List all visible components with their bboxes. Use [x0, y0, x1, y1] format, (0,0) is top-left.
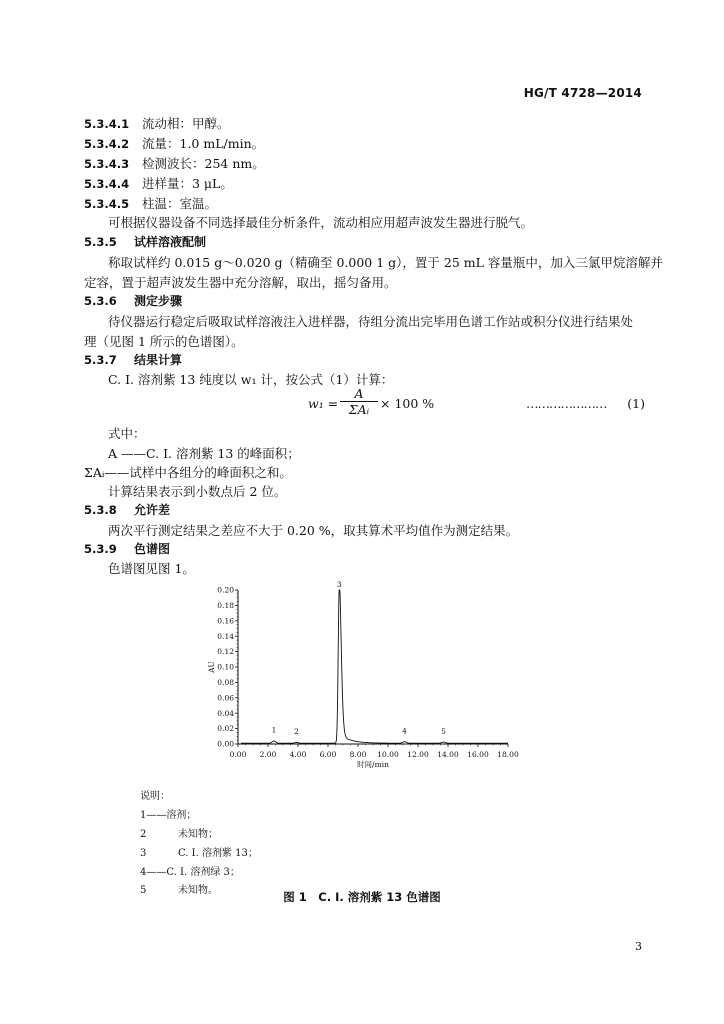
y-tick-label: 0.04 — [217, 708, 234, 718]
formula-denominator: ΣAᵢ — [348, 402, 370, 417]
legend-text: 未知物。 — [178, 885, 218, 896]
x-tick-label: 0.00 — [229, 750, 247, 759]
y-tick-label: 0.16 — [217, 616, 234, 626]
section-title: 测定步骤 — [134, 294, 183, 308]
clause-number: 5.3.4.1 — [84, 117, 130, 131]
clause-number: 5.3.4.5 — [84, 197, 130, 211]
heading-5-3-9 — [84, 540, 170, 557]
y-tick-label: 0.06 — [217, 693, 234, 703]
purity-formula — [300, 388, 645, 420]
section-number: 5.3.7 — [84, 353, 117, 367]
legend-item-2 — [140, 825, 218, 840]
peak-label: 5 — [441, 726, 446, 736]
section-number: 5.3.9 — [84, 542, 117, 556]
figure-caption: 图 1 C. I. 溶剂紫 13 色谱图 — [283, 890, 441, 904]
x-tick-label: 16.00 — [467, 750, 489, 759]
paragraph-line: 待仪器运行稳定后吸取试样溶液注入进样器，待组分流出完毕用色谱工作站或积分仪进行结果处 — [108, 314, 634, 329]
section-number: 5.3.8 — [84, 503, 117, 517]
clause-number: 5.3.4.2 — [84, 137, 130, 151]
x-tick-label: 8.00 — [349, 750, 367, 759]
heading-5-3-5 — [84, 233, 206, 250]
clause-5-3-4-3 — [84, 154, 265, 172]
y-tick-label: 0.12 — [217, 647, 234, 657]
legend-item-4 — [140, 863, 240, 878]
clause-text: 进样量：3 μL。 — [142, 176, 233, 191]
chromatogram-chart — [200, 578, 530, 778]
section-title: 结果计算 — [134, 353, 183, 367]
legend-title: 说明： — [140, 791, 170, 802]
section-number: 5.3.6 — [84, 294, 117, 308]
clause-5-3-4-4 — [84, 174, 233, 192]
standard-number: HG/T 4728—2014 — [523, 86, 642, 100]
heading-5-3-6 — [84, 292, 182, 309]
x-tick-label: 18.00 — [497, 750, 519, 759]
y-tick-label: 0.20 — [217, 585, 234, 595]
x-tick-label: 10.00 — [377, 750, 399, 759]
paragraph-line: 称取试样约 0.015 g～0.020 g（精确至 0.000 1 g），置于 25 mL 容量瓶中，加入三氯甲烷溶解并 — [108, 255, 663, 270]
peak-label: 3 — [336, 580, 342, 589]
clause-text: 流动相：甲醇。 — [142, 116, 230, 131]
y-tick-label: 0.10 — [217, 662, 234, 672]
peak-label: 1 — [271, 725, 277, 735]
section-title: 允许差 — [134, 503, 171, 517]
section-number: 5.3.5 — [84, 235, 117, 249]
clause-text: 流量：1.0 mL/min。 — [142, 136, 265, 151]
paragraph-line: C. I. 溶剂紫 13 纯度以 w₁ 计，按公式（1）计算： — [108, 372, 394, 387]
clause-5-3-4-1 — [84, 114, 230, 132]
formula-number: (1) — [627, 396, 645, 411]
y-tick-label: 0.08 — [217, 678, 234, 687]
paragraph-line: 定容，置于超声波发生器中充分溶解，取出，摇匀备用。 — [84, 275, 397, 290]
formula-fraction — [340, 386, 378, 417]
legend-sep: —— — [146, 810, 167, 821]
legend-key: 1 — [140, 810, 147, 821]
clause-5-3-4-5 — [84, 194, 217, 212]
x-tick-label: 14.00 — [437, 750, 459, 759]
x-tick-label: 4.00 — [289, 750, 307, 759]
clause-number: 5.3.4.3 — [84, 157, 130, 171]
result-precision: 计算结果表示到小数点后 2 位。 — [108, 484, 287, 499]
paragraph-line: 色谱图见图 1。 — [108, 561, 195, 576]
y-axis-label: AU — [207, 661, 216, 673]
definition-sum-a: ΣAᵢ——试样中各组分的峰面积之和。 — [84, 465, 292, 480]
x-tick-label: 2.00 — [259, 750, 277, 759]
legend-text: C. I. 溶剂绿 3； — [166, 867, 240, 878]
clause-text: 柱温：室温。 — [142, 196, 218, 211]
legend-sep: —— — [146, 867, 167, 878]
formula-rhs: × 100 % — [380, 396, 435, 411]
clause-number: 5.3.4.4 — [84, 177, 130, 191]
x-axis-label: 时间/min — [357, 760, 389, 769]
heading-5-3-7 — [84, 351, 182, 368]
chromatogram-trace — [241, 590, 508, 743]
legend-key: 4 — [140, 867, 147, 878]
clause-5-3-4-2 — [84, 134, 264, 152]
x-tick-label: 6.00 — [319, 750, 337, 759]
y-tick-label: 0.00 — [217, 739, 234, 749]
paragraph-line: 两次平行测定结果之差应不大于 0.20 %，取其算术平均值作为测定结果。 — [108, 523, 519, 538]
formula-lhs: w₁ = — [308, 396, 339, 411]
x-tick-label: 12.00 — [407, 750, 429, 759]
legend-text: C. I. 溶剂紫 13； — [178, 848, 258, 859]
section-title: 色谱图 — [134, 542, 171, 556]
page-number: 3 — [635, 940, 642, 953]
heading-5-3-8 — [84, 501, 170, 518]
y-tick-label: 0.02 — [217, 724, 234, 734]
definition-a: A ——C. I. 溶剂紫 13 的峰面积； — [108, 446, 300, 461]
legend-text: 溶剂； — [166, 810, 197, 821]
clause-text: 检测波长：254 nm。 — [142, 156, 265, 171]
formula-leader-dots: ………………… — [526, 396, 607, 411]
y-tick-label: 0.18 — [217, 601, 234, 610]
paragraph-line: 理（见图 1 所示的色谱图）。 — [84, 334, 244, 349]
y-tick-label: 0.14 — [217, 631, 234, 641]
legend-key: 3 — [140, 848, 147, 859]
peak-label: 2 — [294, 727, 299, 737]
legend-item-3 — [140, 844, 258, 859]
legend-item-1 — [140, 806, 196, 821]
formula-numerator: A — [340, 386, 378, 402]
conditions-note: 可根据仪器设备不同选择最佳分析条件，流动相应用超声波发生器进行脱气。 — [108, 215, 534, 230]
peak-label: 4 — [402, 726, 407, 736]
where-label: 式中： — [108, 426, 146, 441]
legend-text: 未知物； — [178, 829, 218, 840]
legend-key: 5 — [140, 885, 147, 896]
legend-key: 2 — [140, 829, 147, 840]
section-title: 试样溶液配制 — [134, 235, 207, 249]
